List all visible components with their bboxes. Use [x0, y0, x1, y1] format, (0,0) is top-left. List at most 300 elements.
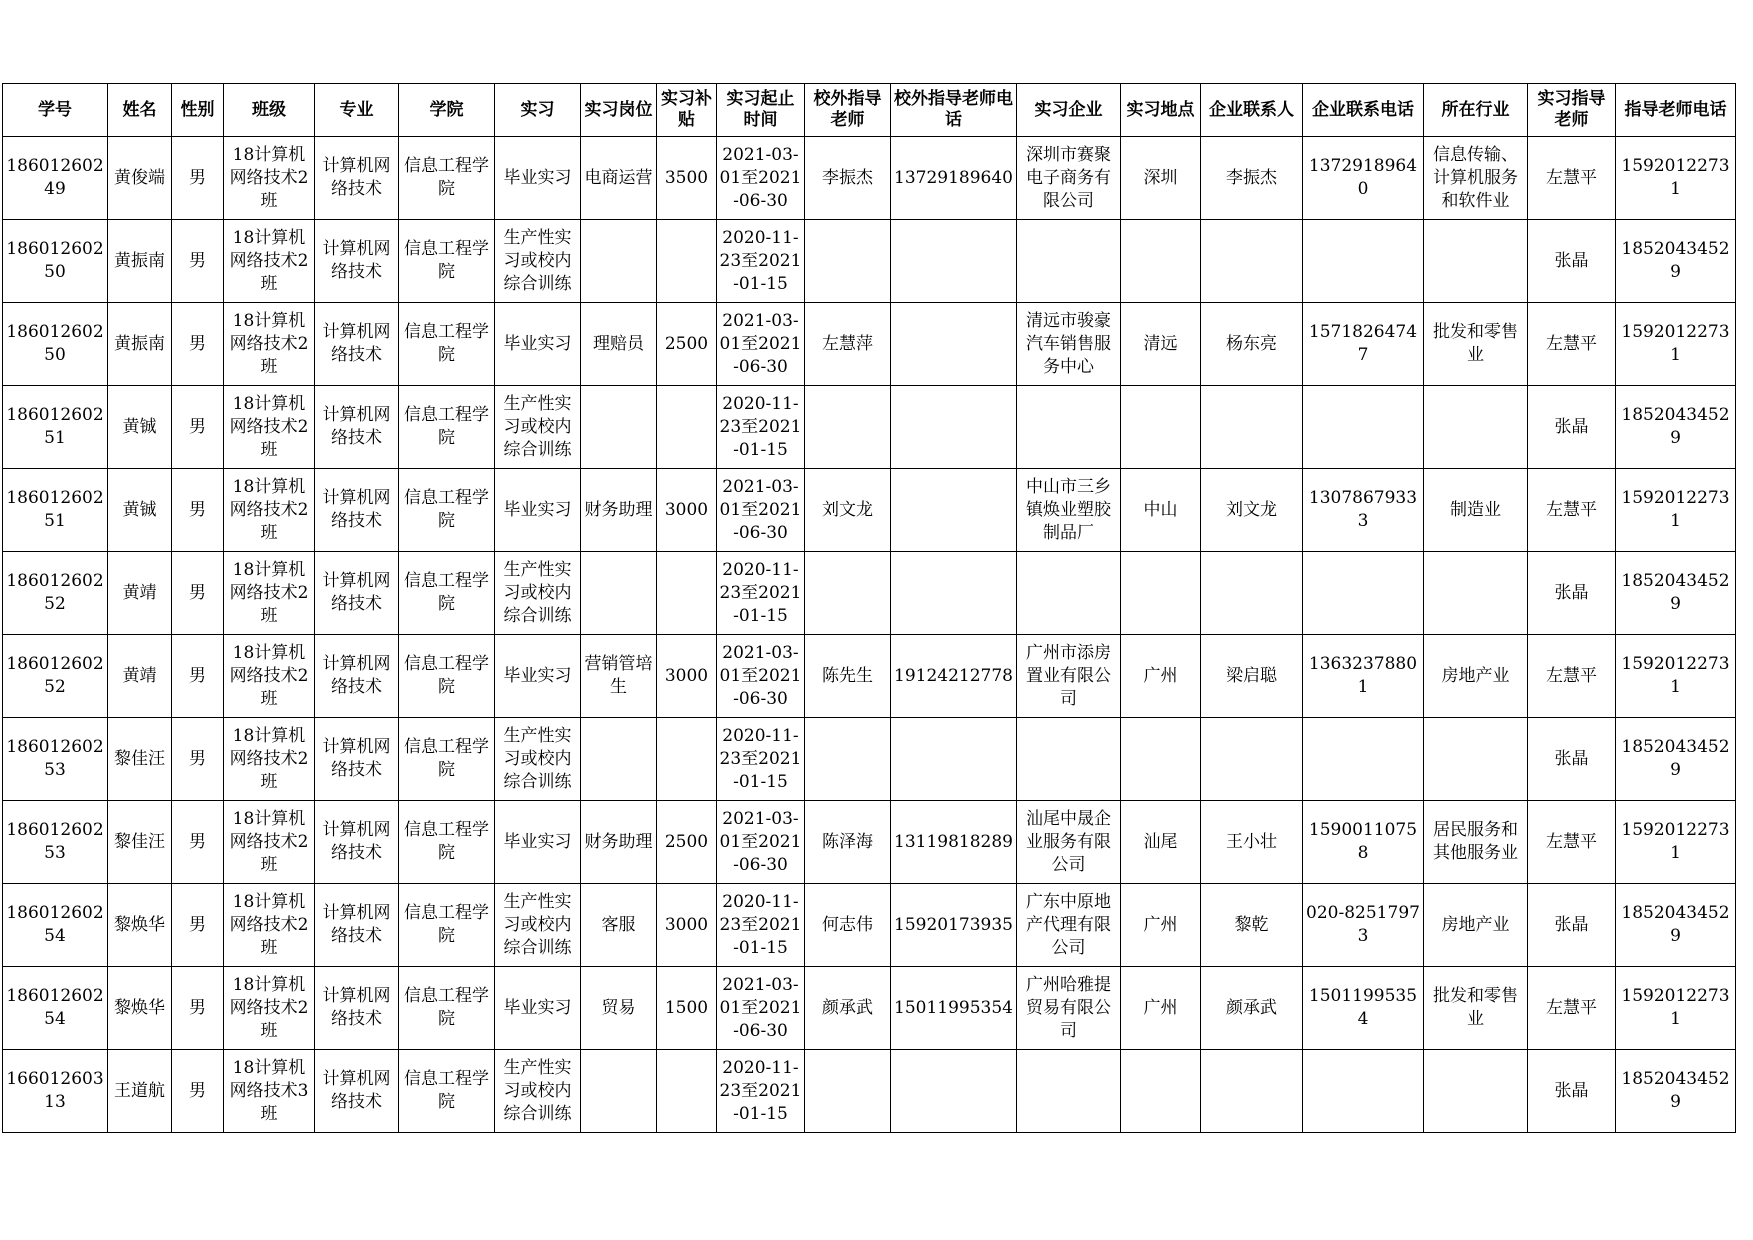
cell-text: 黎乾 — [1234, 914, 1269, 935]
cell-period — [717, 884, 805, 967]
cell-text: 广州哈雅提贸易有限公司 — [1026, 974, 1111, 1041]
cell-text: 财务助理 — [584, 831, 653, 852]
cell-industry — [1424, 967, 1528, 1050]
cell-external-supervisor — [805, 635, 891, 718]
cell-company-phone — [1303, 718, 1424, 801]
cell-location — [1121, 220, 1201, 303]
cell-class — [224, 469, 315, 552]
cell-text: 汕尾 — [1143, 831, 1178, 852]
cell-text: 计算机网络技术 — [322, 737, 391, 780]
cell-text: 信息工程学院 — [404, 571, 489, 614]
cell-industry — [1424, 718, 1528, 801]
cell-company-contact — [1201, 303, 1303, 386]
cell-company — [1017, 1050, 1121, 1133]
cell-industry — [1424, 552, 1528, 635]
cell-text: 黎佳汪 — [114, 831, 165, 852]
cell-supervisor-phone — [1616, 967, 1736, 1050]
header-position: 实习岗位 — [581, 84, 657, 137]
header-major: 专业 — [315, 84, 399, 137]
cell-text: 男 — [189, 416, 206, 437]
cell-major — [315, 303, 399, 386]
cell-company-contact — [1201, 718, 1303, 801]
cell-company — [1017, 386, 1121, 469]
cell-class — [224, 718, 315, 801]
cell-external-supervisor-phone — [891, 801, 1017, 884]
cell-gender — [172, 967, 224, 1050]
cell-external-supervisor — [805, 469, 891, 552]
cell-gender — [172, 884, 224, 967]
cell-company-phone — [1303, 884, 1424, 967]
cell-text: 18计算机网络技术2班 — [229, 974, 309, 1041]
cell-internship-type — [495, 469, 581, 552]
cell-text: 张晶 — [1554, 250, 1589, 271]
cell-text: 男 — [189, 831, 206, 852]
table-row — [3, 386, 1736, 469]
cell-supervisor-phone — [1616, 552, 1736, 635]
cell-period — [717, 469, 805, 552]
cell-external-supervisor — [805, 552, 891, 635]
cell-text: 信息工程学院 — [404, 1069, 489, 1112]
cell-company — [1017, 801, 1121, 884]
table-row — [3, 884, 1736, 967]
cell-text: 16601260313 — [6, 1069, 104, 1112]
cell-supervisor-phone — [1616, 884, 1736, 967]
cell-text: 18601260251 — [6, 405, 104, 448]
cell-text: 左慧平 — [1546, 997, 1597, 1018]
cell-location — [1121, 469, 1201, 552]
cell-text: 清远 — [1143, 333, 1178, 354]
cell-text: 电商运营 — [584, 167, 653, 188]
cell-text: 贸易 — [601, 997, 636, 1018]
cell-internal-supervisor — [1528, 1050, 1616, 1133]
cell-text: 生产性实习或校内综合训练 — [503, 393, 572, 460]
cell-text: 男 — [189, 167, 206, 188]
cell-text: 计算机网络技术 — [322, 322, 391, 365]
cell-student-id — [3, 469, 108, 552]
cell-subsidy — [657, 303, 717, 386]
cell-subsidy — [657, 801, 717, 884]
cell-internal-supervisor — [1528, 137, 1616, 220]
cell-supervisor-phone — [1616, 303, 1736, 386]
cell-text: 计算机网络技术 — [322, 1069, 391, 1112]
table-row — [3, 303, 1736, 386]
cell-text: 2021-03-01至2021-06-30 — [719, 310, 802, 377]
cell-external-supervisor-phone — [891, 137, 1017, 220]
cell-industry — [1424, 635, 1528, 718]
cell-text: 18520434529 — [1621, 239, 1730, 282]
cell-industry — [1424, 386, 1528, 469]
cell-internal-supervisor — [1528, 552, 1616, 635]
cell-text: 18计算机网络技术2班 — [229, 642, 309, 709]
cell-text: 15920173935 — [894, 914, 1013, 935]
header-external-supervisor-phone: 校外指导老师电话 — [891, 84, 1017, 137]
table-body — [3, 137, 1736, 1133]
header-company-contact: 企业联系人 — [1201, 84, 1303, 137]
cell-company-contact — [1201, 386, 1303, 469]
cell-text: 张晶 — [1554, 914, 1589, 935]
cell-class — [224, 137, 315, 220]
cell-text: 信息工程学院 — [404, 488, 489, 531]
cell-gender — [172, 386, 224, 469]
cell-text: 18601260252 — [6, 571, 104, 614]
cell-industry — [1424, 801, 1528, 884]
cell-text: 2021-03-01至2021-06-30 — [719, 642, 802, 709]
cell-gender — [172, 552, 224, 635]
cell-company — [1017, 303, 1121, 386]
cell-company-contact — [1201, 137, 1303, 220]
cell-student-id — [3, 635, 108, 718]
cell-company-phone — [1303, 801, 1424, 884]
cell-text: 2500 — [664, 831, 709, 852]
cell-supervisor-phone — [1616, 469, 1736, 552]
cell-supervisor-phone — [1616, 718, 1736, 801]
cell-gender — [172, 469, 224, 552]
cell-text: 汕尾中晟企业服务有限公司 — [1026, 808, 1111, 875]
cell-text: 毕业实习 — [503, 665, 572, 686]
cell-text: 2021-03-01至2021-06-30 — [719, 974, 802, 1041]
cell-text: 18计算机网络技术2班 — [229, 476, 309, 543]
cell-major — [315, 1050, 399, 1133]
cell-location — [1121, 1050, 1201, 1133]
cell-major — [315, 967, 399, 1050]
cell-student-id — [3, 801, 108, 884]
cell-company — [1017, 469, 1121, 552]
cell-student-id — [3, 552, 108, 635]
cell-text: 3000 — [664, 499, 709, 520]
cell-text: 黄俊端 — [114, 167, 165, 188]
cell-student-id — [3, 220, 108, 303]
cell-internship-type — [495, 1050, 581, 1133]
cell-major — [315, 884, 399, 967]
table-row — [3, 718, 1736, 801]
cell-text: 15920122731 — [1621, 156, 1730, 199]
cell-period — [717, 220, 805, 303]
header-gender: 性别 — [172, 84, 224, 137]
cell-college — [399, 220, 495, 303]
cell-text: 财务助理 — [584, 499, 653, 520]
cell-text: 中山市三乡镇焕业塑胶制品厂 — [1026, 476, 1111, 543]
cell-class — [224, 1050, 315, 1133]
cell-text: 毕业实习 — [503, 831, 572, 852]
cell-class — [224, 884, 315, 967]
cell-external-supervisor-phone — [891, 718, 1017, 801]
cell-text: 18601260254 — [6, 986, 104, 1029]
cell-text: 15011995354 — [1308, 986, 1418, 1029]
cell-student-id — [3, 1050, 108, 1133]
cell-student-id — [3, 967, 108, 1050]
cell-text: 男 — [189, 914, 206, 935]
cell-period — [717, 552, 805, 635]
cell-external-supervisor-phone — [891, 469, 1017, 552]
cell-period — [717, 718, 805, 801]
cell-subsidy — [657, 552, 717, 635]
table-row — [3, 137, 1736, 220]
cell-text: 15920122731 — [1621, 322, 1730, 365]
cell-location — [1121, 303, 1201, 386]
cell-major — [315, 718, 399, 801]
cell-text: 计算机网络技术 — [322, 239, 391, 282]
cell-text: 男 — [189, 997, 206, 1018]
cell-college — [399, 801, 495, 884]
cell-text: 刘文龙 — [1226, 499, 1277, 520]
cell-text: 2020-11-23至2021-01-15 — [719, 393, 802, 460]
cell-text: 黎焕华 — [114, 997, 165, 1018]
cell-text: 15718264747 — [1308, 322, 1418, 365]
cell-name — [108, 552, 172, 635]
header-row — [3, 84, 1736, 137]
cell-college — [399, 1050, 495, 1133]
cell-text: 生产性实习或校内综合训练 — [503, 559, 572, 626]
cell-external-supervisor-phone — [891, 1050, 1017, 1133]
cell-subsidy — [657, 967, 717, 1050]
cell-internship-type — [495, 718, 581, 801]
cell-college — [399, 884, 495, 967]
cell-company-phone — [1303, 137, 1424, 220]
cell-name — [108, 801, 172, 884]
cell-text: 18601260254 — [6, 903, 104, 946]
cell-student-id — [3, 718, 108, 801]
cell-external-supervisor-phone — [891, 386, 1017, 469]
cell-company-phone — [1303, 220, 1424, 303]
cell-text: 张晶 — [1554, 416, 1589, 437]
cell-external-supervisor-phone — [891, 220, 1017, 303]
cell-text: 3000 — [664, 665, 709, 686]
cell-external-supervisor-phone — [891, 552, 1017, 635]
cell-text: 房地产业 — [1441, 914, 1510, 935]
cell-text: 何志伟 — [822, 914, 873, 935]
cell-location — [1121, 386, 1201, 469]
cell-subsidy — [657, 1050, 717, 1133]
cell-company-contact — [1201, 469, 1303, 552]
cell-student-id — [3, 386, 108, 469]
cell-text: 男 — [189, 1080, 206, 1101]
cell-text: 男 — [189, 250, 206, 271]
cell-internal-supervisor — [1528, 718, 1616, 801]
cell-internship-type — [495, 137, 581, 220]
cell-company-contact — [1201, 220, 1303, 303]
cell-text: 2021-03-01至2021-06-30 — [719, 808, 802, 875]
cell-student-id — [3, 137, 108, 220]
cell-position — [581, 303, 657, 386]
header-industry: 所在行业 — [1424, 84, 1528, 137]
cell-internal-supervisor — [1528, 801, 1616, 884]
header-company-phone: 企业联系电话 — [1303, 84, 1424, 137]
cell-text: 黄铖 — [122, 499, 157, 520]
cell-text: 黄振南 — [114, 250, 165, 271]
cell-location — [1121, 552, 1201, 635]
cell-gender — [172, 635, 224, 718]
cell-college — [399, 967, 495, 1050]
cell-external-supervisor — [805, 967, 891, 1050]
cell-text: 2020-11-23至2021-01-15 — [719, 725, 802, 792]
cell-text: 15920122731 — [1621, 820, 1730, 863]
cell-text: 2020-11-23至2021-01-15 — [719, 891, 802, 958]
cell-internship-type — [495, 801, 581, 884]
cell-text: 13729189640 — [1308, 156, 1418, 199]
cell-text: 深圳市赛聚电子商务有限公司 — [1026, 144, 1111, 211]
cell-text: 左慧平 — [1546, 831, 1597, 852]
cell-supervisor-phone — [1616, 1050, 1736, 1133]
cell-text: 左慧萍 — [822, 333, 873, 354]
cell-external-supervisor — [805, 884, 891, 967]
cell-text: 15900110758 — [1308, 820, 1418, 863]
header-internship-type: 实习 — [495, 84, 581, 137]
cell-company-contact — [1201, 801, 1303, 884]
cell-subsidy — [657, 220, 717, 303]
cell-position — [581, 220, 657, 303]
header-internal-supervisor: 实习指导老师 — [1528, 84, 1616, 137]
cell-text: 18520434529 — [1621, 571, 1730, 614]
cell-text: 3000 — [664, 914, 709, 935]
cell-name — [108, 967, 172, 1050]
table-row — [3, 552, 1736, 635]
cell-external-supervisor — [805, 137, 891, 220]
cell-text: 15920122731 — [1621, 488, 1730, 531]
cell-name — [108, 635, 172, 718]
cell-supervisor-phone — [1616, 386, 1736, 469]
cell-text: 13119818289 — [894, 831, 1013, 852]
cell-position — [581, 801, 657, 884]
cell-text: 020-82517973 — [1306, 903, 1420, 946]
cell-company-phone — [1303, 386, 1424, 469]
cell-text: 制造业 — [1450, 499, 1501, 520]
cell-internship-type — [495, 967, 581, 1050]
cell-internship-type — [495, 552, 581, 635]
cell-text: 18计算机网络技术3班 — [229, 1057, 309, 1124]
table-row — [3, 801, 1736, 884]
cell-text: 毕业实习 — [503, 167, 572, 188]
cell-company — [1017, 967, 1121, 1050]
cell-text: 广州市添房置业有限公司 — [1026, 642, 1111, 709]
cell-text: 15011995354 — [894, 997, 1013, 1018]
cell-external-supervisor — [805, 303, 891, 386]
cell-company — [1017, 884, 1121, 967]
cell-text: 2020-11-23至2021-01-15 — [719, 1057, 802, 1124]
cell-location — [1121, 718, 1201, 801]
cell-text: 计算机网络技术 — [322, 986, 391, 1029]
cell-text: 计算机网络技术 — [322, 488, 391, 531]
cell-company — [1017, 635, 1121, 718]
cell-college — [399, 303, 495, 386]
cell-text: 生产性实习或校内综合训练 — [503, 891, 572, 958]
cell-supervisor-phone — [1616, 801, 1736, 884]
cell-text: 13729189640 — [894, 167, 1013, 188]
cell-external-supervisor — [805, 386, 891, 469]
cell-supervisor-phone — [1616, 220, 1736, 303]
cell-major — [315, 220, 399, 303]
cell-period — [717, 386, 805, 469]
header-location: 实习地点 — [1121, 84, 1201, 137]
cell-industry — [1424, 137, 1528, 220]
cell-text: 颜承武 — [822, 997, 873, 1018]
cell-gender — [172, 137, 224, 220]
cell-company-phone — [1303, 469, 1424, 552]
cell-student-id — [3, 303, 108, 386]
cell-text: 信息工程学院 — [404, 903, 489, 946]
cell-text: 毕业实习 — [503, 499, 572, 520]
cell-text: 黎焕华 — [114, 914, 165, 935]
cell-text: 房地产业 — [1441, 665, 1510, 686]
cell-text: 18计算机网络技术2班 — [229, 725, 309, 792]
cell-external-supervisor-phone — [891, 884, 1017, 967]
cell-text: 18计算机网络技术2班 — [229, 891, 309, 958]
cell-external-supervisor — [805, 801, 891, 884]
cell-company — [1017, 552, 1121, 635]
header-student-id: 学号 — [3, 84, 108, 137]
cell-text: 王道航 — [114, 1080, 165, 1101]
cell-text: 计算机网络技术 — [322, 405, 391, 448]
cell-company-contact — [1201, 635, 1303, 718]
cell-industry — [1424, 1050, 1528, 1133]
cell-text: 居民服务和其他服务业 — [1433, 820, 1518, 863]
cell-text: 生产性实习或校内综合训练 — [503, 227, 572, 294]
cell-external-supervisor-phone — [891, 635, 1017, 718]
cell-text: 18601260249 — [6, 156, 104, 199]
cell-text: 18520434529 — [1621, 903, 1730, 946]
cell-text: 计算机网络技术 — [322, 156, 391, 199]
cell-supervisor-phone — [1616, 137, 1736, 220]
cell-internship-type — [495, 635, 581, 718]
cell-text: 刘文龙 — [822, 499, 873, 520]
cell-company-phone — [1303, 552, 1424, 635]
cell-location — [1121, 137, 1201, 220]
cell-company-contact — [1201, 552, 1303, 635]
cell-text: 信息工程学院 — [404, 156, 489, 199]
cell-period — [717, 801, 805, 884]
cell-company-phone — [1303, 303, 1424, 386]
cell-text: 颜承武 — [1226, 997, 1277, 1018]
cell-company — [1017, 220, 1121, 303]
cell-text: 左慧平 — [1546, 167, 1597, 188]
cell-company-phone — [1303, 1050, 1424, 1133]
cell-class — [224, 635, 315, 718]
cell-text: 批发和零售业 — [1433, 986, 1518, 1029]
cell-text: 生产性实习或校内综合训练 — [503, 725, 572, 792]
cell-text: 客服 — [601, 914, 636, 935]
cell-text: 李振杰 — [822, 167, 873, 188]
cell-text: 18计算机网络技术2班 — [229, 227, 309, 294]
cell-text: 批发和零售业 — [1433, 322, 1518, 365]
cell-text: 18601260250 — [6, 239, 104, 282]
cell-text: 计算机网络技术 — [322, 903, 391, 946]
cell-text: 黄靖 — [122, 582, 157, 603]
cell-text: 张晶 — [1554, 1080, 1589, 1101]
cell-position — [581, 718, 657, 801]
cell-location — [1121, 635, 1201, 718]
cell-text: 梁启聪 — [1226, 665, 1277, 686]
header-period: 实习起止时间 — [717, 84, 805, 137]
cell-text: 黄铖 — [122, 416, 157, 437]
cell-gender — [172, 303, 224, 386]
cell-text: 左慧平 — [1546, 665, 1597, 686]
cell-text: 理赔员 — [593, 333, 644, 354]
cell-subsidy — [657, 137, 717, 220]
cell-text: 黄振南 — [114, 333, 165, 354]
cell-text: 陈泽海 — [822, 831, 873, 852]
cell-internal-supervisor — [1528, 635, 1616, 718]
cell-name — [108, 718, 172, 801]
cell-gender — [172, 1050, 224, 1133]
cell-text: 王小壮 — [1226, 831, 1277, 852]
cell-text: 2020-11-23至2021-01-15 — [719, 227, 802, 294]
cell-period — [717, 635, 805, 718]
cell-text: 3500 — [664, 167, 709, 188]
cell-text: 毕业实习 — [503, 997, 572, 1018]
cell-text: 18601260253 — [6, 737, 104, 780]
cell-text: 清远市骏豪汽车销售服务中心 — [1026, 310, 1111, 377]
cell-text: 深圳 — [1143, 167, 1178, 188]
cell-text: 18520434529 — [1621, 405, 1730, 448]
